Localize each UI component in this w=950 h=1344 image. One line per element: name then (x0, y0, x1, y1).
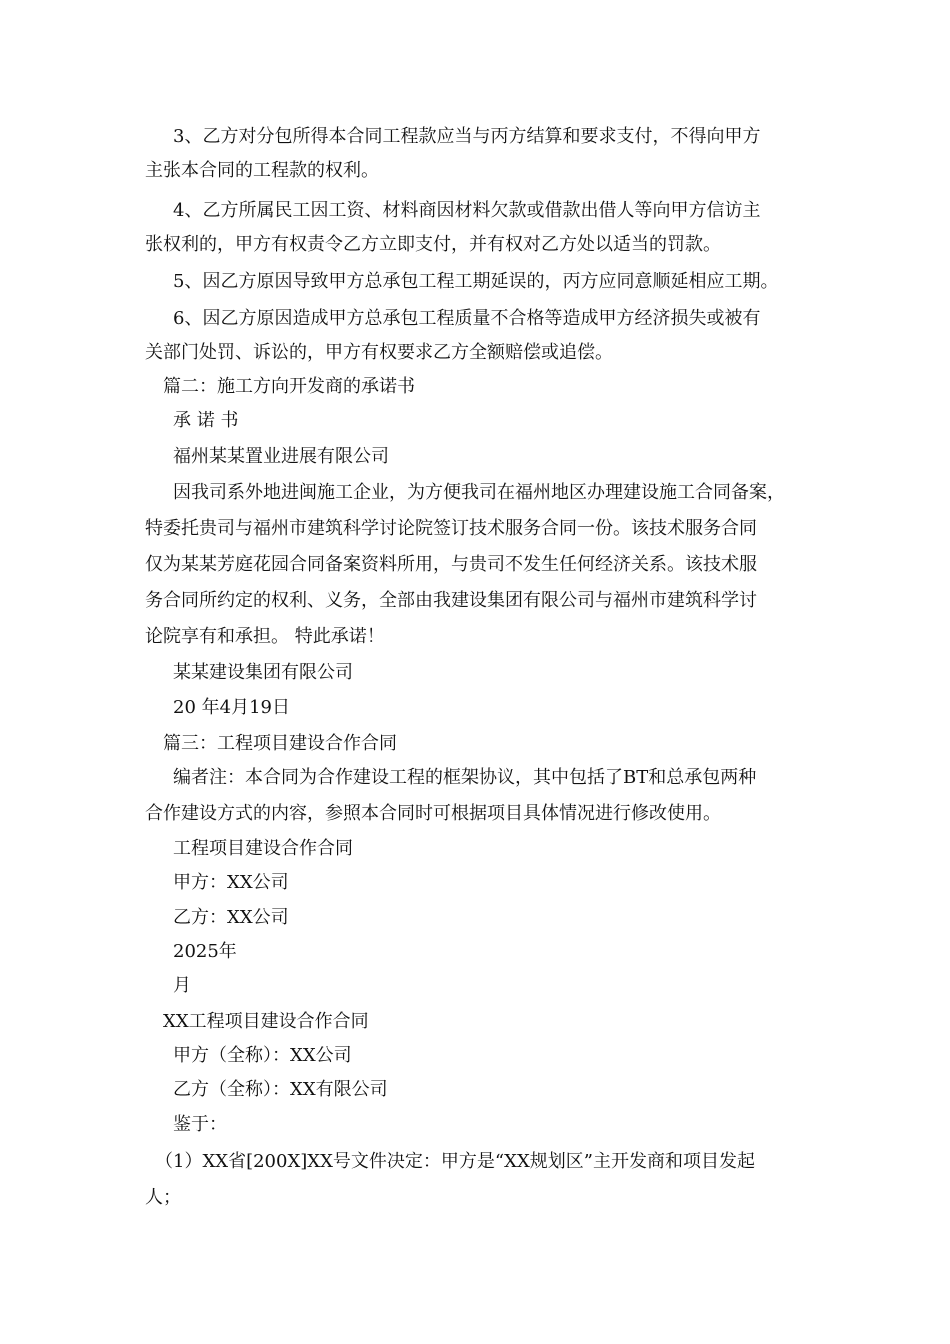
party-b: 乙方：XX公司 (173, 907, 289, 928)
paragraph-line: 仅为某某芳庭花园合同备案资料所用，与贵司不发生任何经济关系。该技术服 (145, 554, 757, 575)
section-heading: 篇三：工程项目建设合作合同 (163, 733, 397, 754)
paragraph-line: 特委托贵司与福州市建筑科学讨论院签订技术服务合同一份。该技术服务合同 (145, 518, 757, 539)
year-line: 2025年 (173, 941, 237, 962)
signature-company: 某某建设集团有限公司 (173, 662, 353, 683)
paragraph-line: 关部门处罚、诉讼的，甲方有权要求乙方全额赔偿或追偿。 (145, 342, 613, 363)
paragraph-line: 因我司系外地进闽施工企业，为方便我司在福州地区办理建设施工合同备案， (173, 482, 785, 503)
paragraph-line: 人； (145, 1187, 181, 1208)
paragraph-line: 3、乙方对分包所得本合同工程款应当与丙方结算和要求支付，不得向甲方 (173, 126, 761, 147)
section-heading: 篇二：施工方向开发商的承诺书 (163, 376, 415, 397)
paragraph-line: 务合同所约定的权利、义务，全部由我建设集团有限公司与福州市建筑科学讨 (145, 590, 757, 611)
contract-heading: XX工程项目建设合作合同 (163, 1011, 369, 1032)
paragraph-line: 论院享有和承担。 特此承诺！ (145, 626, 385, 647)
document-title: 承 诺 书 (173, 410, 239, 431)
addressee: 福州某某置业进展有限公司 (173, 446, 389, 467)
month-line: 月 (173, 975, 191, 996)
paragraph-line: 5、因乙方原因导致甲方总承包工程工期延误的，丙方应同意顺延相应工期。 (173, 271, 779, 292)
whereas-label: 鉴于： (173, 1114, 227, 1135)
paragraph-line: 张权利的，甲方有权责令乙方立即支付，并有权对乙方处以适当的罚款。 (145, 234, 721, 255)
party-a-full: 甲方（全称）：XX公司 (173, 1045, 352, 1066)
paragraph-line: 编者注：本合同为合作建设工程的框架协议，其中包括了BT和总承包两种 (173, 767, 757, 788)
paragraph-line: 合作建设方式的内容，参照本合同时可根据项目具体情况进行修改使用。 (145, 803, 721, 824)
party-a: 甲方：XX公司 (173, 872, 289, 893)
paragraph-line: 4、乙方所属民工因工资、材料商因材料欠款或借款出借人等向甲方信访主 (173, 200, 761, 221)
contract-title: 工程项目建设合作合同 (173, 838, 353, 859)
paragraph-line: （1）XX省[200X]XX号文件决定：甲方是“XX规划区”主开发商和项目发起 (155, 1151, 755, 1172)
party-b-full: 乙方（全称）：XX有限公司 (173, 1079, 388, 1100)
paragraph-line: 主张本合同的工程款的权利。 (145, 160, 379, 181)
signature-date: 20 年4月19日 (173, 697, 290, 718)
paragraph-line: 6、因乙方原因造成甲方总承包工程质量不合格等造成甲方经济损失或被有 (173, 308, 761, 329)
